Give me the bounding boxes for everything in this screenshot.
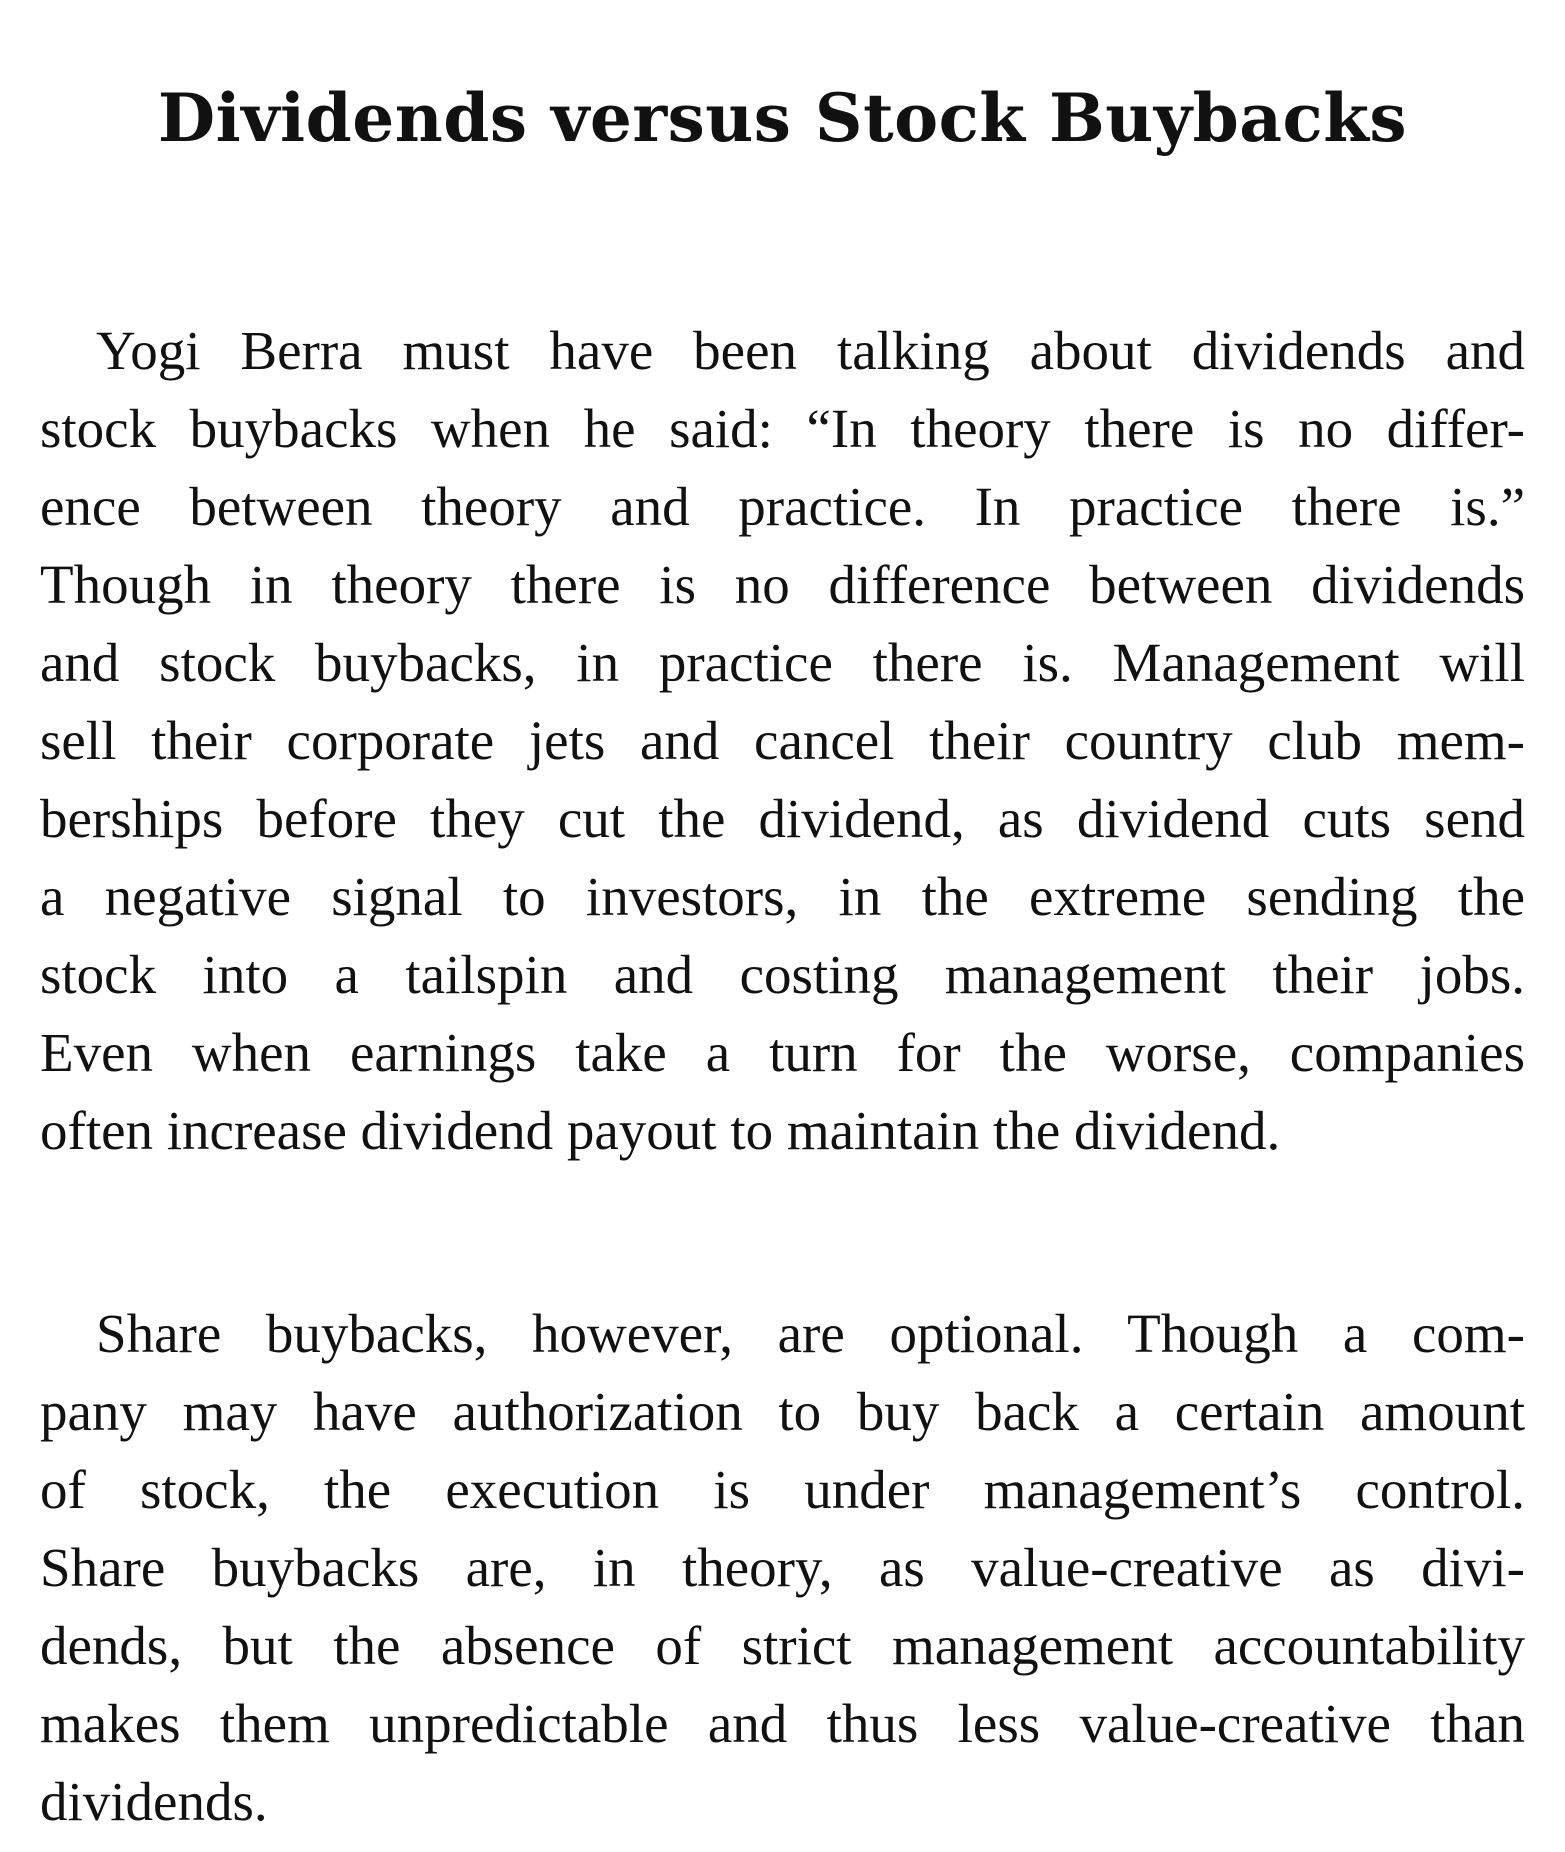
paragraph-1 xyxy=(40,312,1525,1170)
paragraph-line: a negative signal to investors, in the extreme sending the xyxy=(40,866,1525,927)
paragraph-2 xyxy=(40,1295,1525,1841)
paragraph-line: berships before they cut the dividend, as dividend cuts send xyxy=(40,788,1525,849)
paragraph-line: Yogi Berra must have been talking about dividends and xyxy=(96,320,1525,381)
paragraph-line: makes them unpredictable and thus less value-creative than xyxy=(40,1693,1525,1754)
paragraph-line: dends, but the absence of strict management accountability xyxy=(40,1615,1525,1676)
paragraph-line: Share buybacks are, in theory, as value-creative as divi- xyxy=(40,1537,1525,1598)
paragraph-line: ence between theory and practice. In practice there is.” xyxy=(40,476,1525,537)
paragraph-line: pany may have authorization to buy back a certain amount xyxy=(40,1381,1525,1442)
paragraph-line: Even when earnings take a turn for the worse, companies xyxy=(40,1022,1525,1083)
paragraph-line: of stock, the execution is under management’s control. xyxy=(40,1459,1525,1520)
paragraph-line: stock buybacks when he said: “In theory there is no differ- xyxy=(40,398,1525,459)
paragraph-line: dividends. xyxy=(40,1771,268,1832)
page-title: Dividends versus Stock Buybacks xyxy=(157,79,1408,157)
paragraph-line: Share buybacks, however, are optional. Though a com- xyxy=(96,1303,1525,1364)
paragraph-line: Though in theory there is no difference between dividends xyxy=(40,554,1525,615)
paragraph-line: often increase dividend payout to maintain the dividend. xyxy=(40,1100,1281,1161)
paragraph-line: and stock buybacks, in practice there is. Management will xyxy=(40,632,1525,693)
paragraph-line: sell their corporate jets and cancel their country club mem- xyxy=(40,710,1525,771)
paragraph-line: stock into a tailspin and costing management their jobs. xyxy=(40,944,1525,1005)
